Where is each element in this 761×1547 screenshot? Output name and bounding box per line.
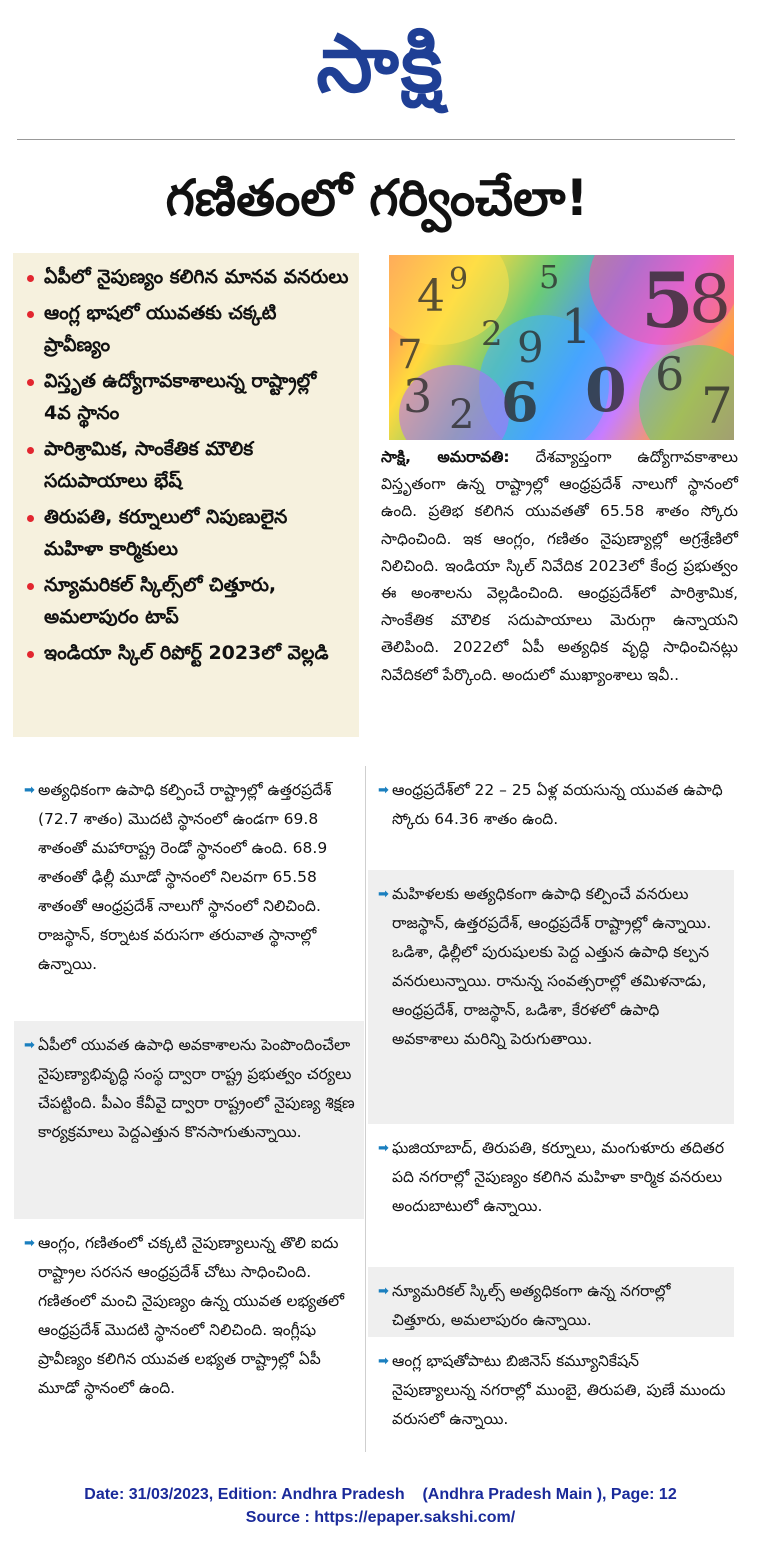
fact-text: ఆంగ్లం, గణితంలో చక్కటి నైపుణ్యాలున్న తొలి ఐదు రాష్ట్రాల సరసన ఆంధ్రప్రదేశ్ చోటు సాధించింది. గణితంలో మంచి నైపుణ్యం ఉన్న యువత లభ్యతలో ఆంధ్రప్రదేశ్ మొదటి స్థానంలో నిలిచింది. ఇంగ్లీషు ప్రావీణ్యం కలిగిన యువత లభ్యత రాష్ట్రాల్లో ఏపీ మూడో స్థానంలో ఉంది. <box>38 1234 345 1397</box>
arrow-icon: ➡ <box>378 1141 389 1156</box>
arrow-icon: ➡ <box>24 1038 35 1053</box>
page-headline: గణితంలో గర్వించేలా! <box>165 169 589 227</box>
photo-digit: 2 <box>481 314 503 354</box>
source-link[interactable]: Source : https://epaper.sakshi.com/ <box>245 1509 516 1526</box>
bullet-icon <box>27 379 34 386</box>
arrow-icon: ➡ <box>378 783 389 798</box>
bullet-icon <box>27 583 34 590</box>
photo-digit: 9 <box>449 262 469 297</box>
highlight-item: పారిశ్రామిక, సాంకేతిక మౌలిక సదుపాయాలు భేష్ <box>27 433 349 497</box>
fact-block <box>368 1124 734 1267</box>
bullet-icon <box>27 311 34 318</box>
bullet-icon <box>27 447 34 454</box>
fact-block <box>14 766 364 1021</box>
photo-digit: 3 <box>403 369 433 423</box>
highlight-item: ఆంగ్ల భాషలో యువతకు చక్కటి ప్రావీణ్యం <box>27 297 349 361</box>
edition-info: Date: 31/03/2023, Edition: Andhra Pradesh (Andhra Pradesh Main ), Page: 12 <box>84 1486 677 1503</box>
photo-digit: 1 <box>561 299 592 355</box>
fact-block <box>368 1267 734 1337</box>
arrow-icon: ➡ <box>378 1354 389 1369</box>
fact-text: ఏపీలో యువత ఉపాధి అవకాశాలను పెంపొందించేలా నైపుణ్యాభివృద్ధి సంస్థ ద్వారా రాష్ట్ర ప్రభుత్వం చర్యలు చేపట్టింది. పీఎం కేవీవై ద్వారా రాష్ట్రంలో నైపుణ్య శిక్షణ కార్యక్రమాలు పెద్దఎత్తున కొనసాగుతున్నాయి. <box>38 1036 355 1141</box>
highlight-item: విస్తృత ఉద్యోగావకాశాలున్న రాష్ట్రాల్లో 4వ స్థానం <box>27 365 349 429</box>
fact-text: ఆంధ్రప్రదేశ్‌లో 22 – 25 ఏళ్ల వయసున్న యువత ఉపాధి స్కోరు 64.36 శాతం ఉంది. <box>392 781 723 828</box>
lede-paragraph <box>381 444 738 689</box>
highlight-item: న్యూమరికల్ స్కిల్స్‌లో చిత్తూరు, అమలాపురం టాప్ <box>27 569 349 633</box>
fact-block <box>14 1219 364 1452</box>
logo-text: సాక్షి <box>316 17 445 110</box>
photo-digit: 9 <box>517 323 544 372</box>
arrow-icon: ➡ <box>378 1284 389 1299</box>
fact-block <box>368 766 734 870</box>
fact-block <box>368 1337 734 1452</box>
dateline: సాక్షి, అమరావతి: <box>381 448 510 466</box>
bullet-icon <box>27 275 34 282</box>
photo-digit: 4 <box>417 271 445 322</box>
photo-digit: 6 <box>655 347 685 401</box>
lede-text: దేశవ్యాప్తంగా ఉద్యోగావకాశాలు విస్తృతంగా ఉన్న రాష్ట్రాల్లో ఆంధ్రప్రదేశ్ నాలుగో స్థానంలో ఉంది. ప్రతిభ కలిగిన యువతతో 65.58 శాతం స్కోరు సాధించింది. ఇక ఆంగ్లం, గణితం నైపుణ్యాల్లో అగ్రశ్రేణిలో నిలిచింది. ఇండియా స్కిల్ నివేదిక 2023లో కేంద్ర ప్రభుత్వం ఈ అంశాలను వెల్లడించింది. ఆంధ్రప్రదేశ్‌లో పారిశ్రామిక, సాంకేతిక మౌలిక సదుపాయాలు మెరుగ్గా ఉన్నాయని తెలిపింది. 2022లో ఏపీ అత్యధిక వృద్ధి సాధించినట్లు నివేదికలో పేర్కొంది. అందులో ముఖ్యాంశాలు ఇవీ.. <box>381 448 738 684</box>
column-divider <box>365 766 366 1452</box>
right-column <box>368 766 734 1452</box>
highlight-item: ఇండియా స్కిల్ రిపోర్ట్ 2023లో వెల్లడి <box>27 637 349 669</box>
arrow-icon: ➡ <box>24 1236 35 1251</box>
fact-text: మహిళలకు అత్యధికంగా ఉపాధి కల్పించే వనరులు రాజస్థాన్, ఉత్తరప్రదేశ్, ఆంధ్రప్రదేశ్ రాష్ట్రాల్లో ఉన్నాయి. ఒడిశా, ఢిల్లీలో పురుషులకు పెద్ద ఎత్తున ఉపాధి కల్పన వనరులున్నాయి. రానున్న సంవత్సరాల్లో తమిళనాడు, ఆంధ్రప్రదేశ్, రాజస్థాన్, ఒడిశా, కేరళలో ఉపాధి అవకాశాలు మరిన్ని పెరుగుతాయి. <box>392 885 712 1048</box>
photo-digit: 5 <box>641 256 694 345</box>
fact-block <box>368 870 734 1124</box>
photo-digit: 8 <box>689 261 731 338</box>
highlights-box <box>13 253 359 737</box>
photo-digit: 5 <box>539 258 560 296</box>
fact-text: ఘజియాబాద్, తిరుపతి, కర్నూలు, మంగుళూరు తదితర పది నగరాల్లో నైపుణ్యం కలిగిన మహిళా కార్మిక వనరులు అందుబాటులో ఉన్నాయి. <box>392 1139 725 1215</box>
photo-digit: 6 <box>501 370 539 434</box>
page-footer <box>0 1483 761 1529</box>
arrow-icon: ➡ <box>24 783 35 798</box>
fact-text: అత్యధికంగా ఉపాధి కల్పించే రాష్ట్రాల్లో ఉత్తరప్రదేశ్ (72.7 శాతం) మొదటి స్థానంలో ఉండగా 69.8 శాతంతో మహారాష్ట్ర రెండో స్థానంలో ఉంది. 68.9 శాతంతో ఢిల్లీ మూడో స్థానంలో నిలవగా 65.58 శాతంతో ఆంధ్రప్రదేశ్ నాలుగో స్థానంలో నిలిచింది. రాజస్థాన్, కర్నాటక వరుసగా తరువాత స్థానాల్లో ఉన్నాయి. <box>38 781 332 973</box>
photo-digit: 7 <box>397 332 423 378</box>
header-divider <box>17 139 735 140</box>
bullet-icon <box>27 515 34 522</box>
numbers-photo <box>389 255 734 440</box>
fact-text: న్యూమరికల్ స్కిల్స్ అత్యధికంగా ఉన్న నగరాల్లో చిత్తూరు, అమలాపురం ఉన్నాయి. <box>392 1282 671 1329</box>
arrow-icon: ➡ <box>378 887 389 902</box>
highlight-item: ఏపీలో నైపుణ్యం కలిగిన మానవ వనరులు <box>27 261 349 293</box>
fact-block <box>14 1021 364 1219</box>
photo-digit: 7 <box>701 377 733 435</box>
bullet-icon <box>27 651 34 658</box>
left-column <box>14 766 364 1452</box>
photo-digit: 2 <box>449 392 475 438</box>
masthead-logo <box>0 8 761 120</box>
fact-text: ఆంగ్ల భాషతోపాటు బిజినెస్ కమ్యూనికేషన్ నైపుణ్యాలున్న నగరాల్లో ముంబై, తిరుపతి, పుణే ముందు వరుసలో ఉన్నాయి. <box>392 1352 726 1428</box>
highlight-item: తిరుపతి, కర్నూలులో నిపుణులైన మహిళా కార్మికులు <box>27 501 349 565</box>
photo-digit: 0 <box>585 356 627 426</box>
